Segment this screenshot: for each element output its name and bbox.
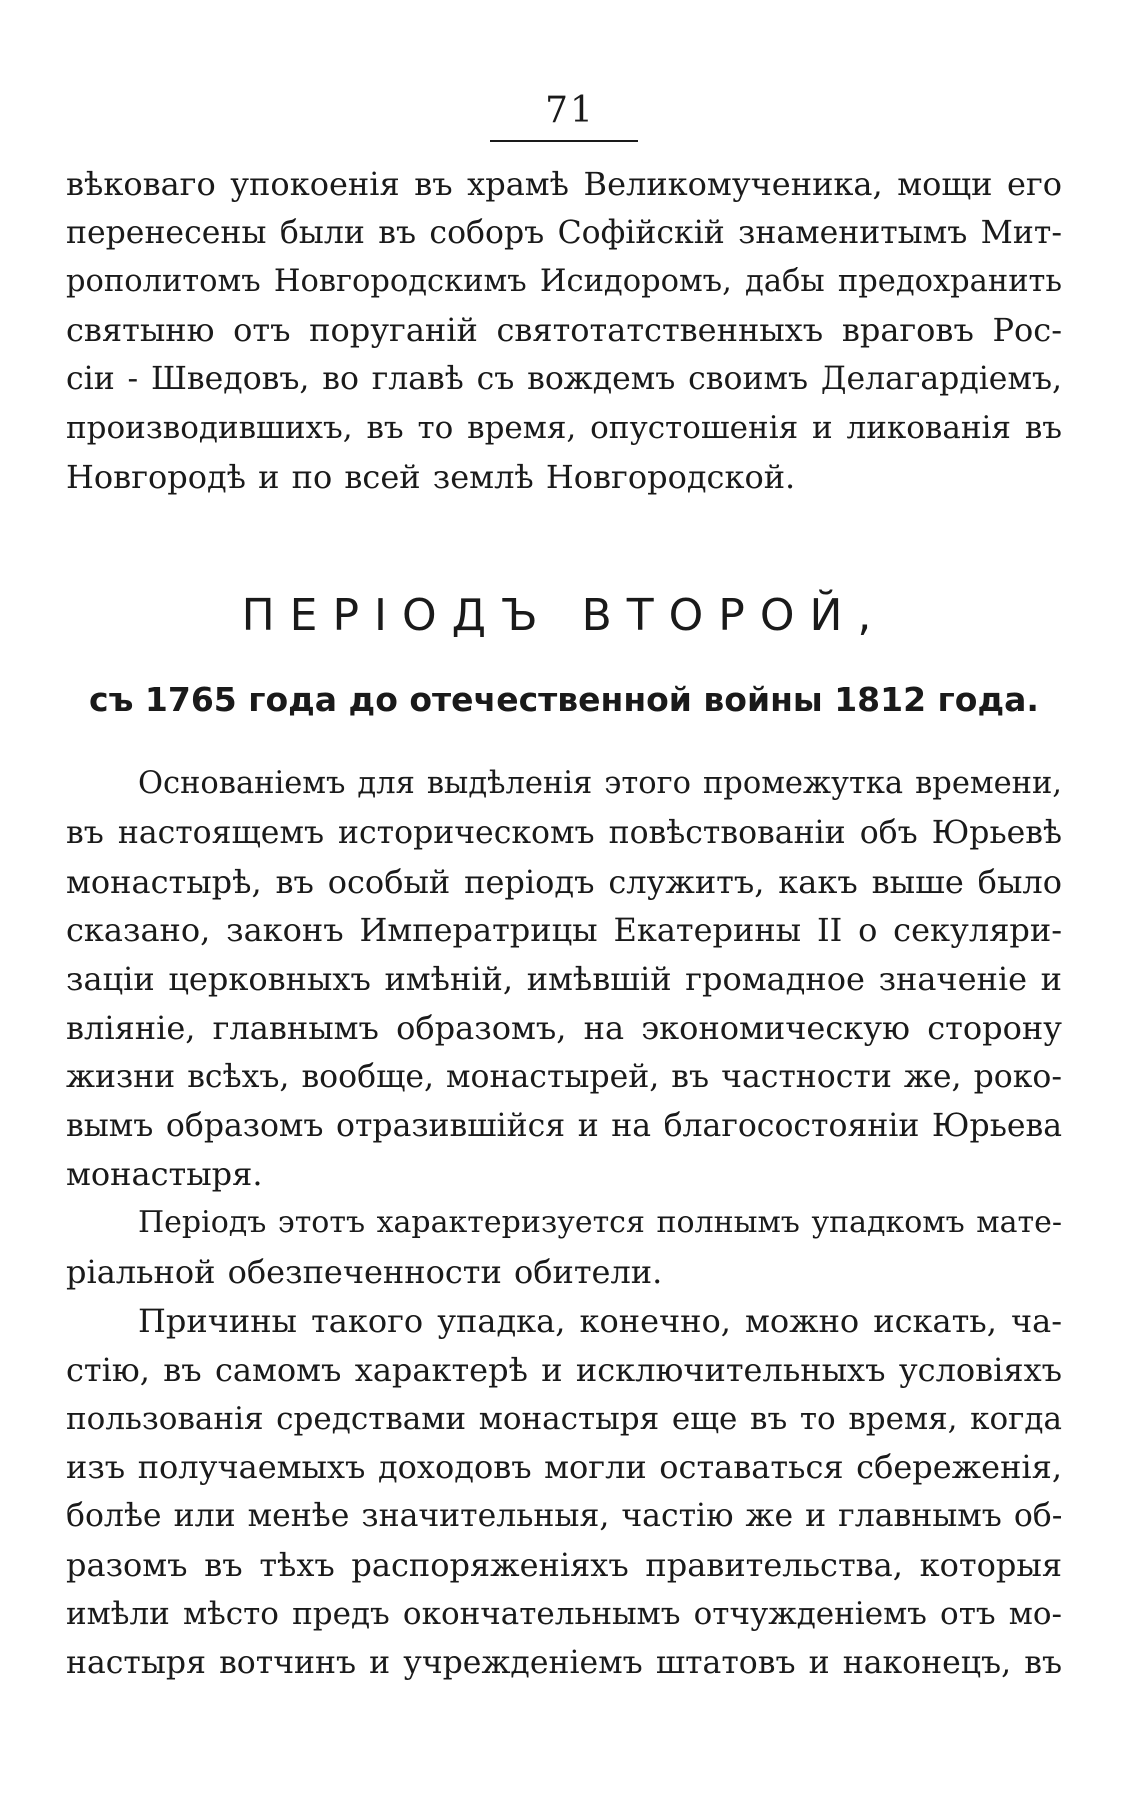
text-line: разомъ въ тѣхъ распоряженіяхъ правительства, которыя bbox=[66, 1545, 1062, 1584]
paragraph-decline bbox=[66, 1199, 1062, 1297]
text-line: рополитомъ Новгородскимъ Исидоромъ, дабы предохранить bbox=[66, 263, 1062, 299]
text-line: сіи - Шведовъ, во главѣ съ вождемъ своимъ Делагардіемъ, bbox=[66, 361, 1062, 398]
text-line: болѣе или менѣе значительныя, частію же и главнымъ об- bbox=[66, 1498, 1063, 1535]
text-line: перенесены были въ соборъ Софійскій знаменитымъ Мит- bbox=[66, 214, 1062, 251]
text-line: монастыря. bbox=[66, 1155, 263, 1194]
text-line: изъ получаемыхъ доходовъ могли оставаться сбереженія, bbox=[66, 1448, 1062, 1487]
text-line: вліяніе, главнымъ образомъ, на экономическую сторону bbox=[66, 1008, 1062, 1047]
text-line: вымъ образомъ отразившійся и на благосостояніи Юрьева bbox=[66, 1107, 1062, 1144]
text-line: Причины такого упадка, конечно, можно искать, ча- bbox=[138, 1302, 1062, 1340]
page-number-rule bbox=[490, 140, 638, 142]
text-line: заціи церковныхъ имѣній, имѣвшій громадное значеніе и bbox=[66, 960, 1062, 999]
text-line: настыря вотчинъ и учрежденіемъ штатовъ и наконецъ, въ bbox=[66, 1644, 1062, 1681]
text-line: жизни всѣхъ, вообще, монастырей, въ частности же, роко- bbox=[66, 1058, 1062, 1095]
text-line: святыню отъ поруганій святотатственныхъ враговъ Рос- bbox=[66, 311, 1062, 350]
text-line: производившихъ, въ то время, опустошенія и ликованія въ bbox=[66, 409, 1062, 446]
text-line: ріальной обезпеченности обители. bbox=[66, 1252, 663, 1291]
text-line: монастырѣ, въ особый періодъ служитъ, какъ выше было bbox=[66, 862, 1062, 901]
text-line: вѣковаго упокоенія въ храмѣ Великомученика, мощи его bbox=[66, 165, 1062, 203]
text-line: имѣли мѣсто предъ окончательнымъ отчужденіемъ отъ мо- bbox=[66, 1595, 1062, 1632]
section-title: ПЕРІОДЪ ВТОРОЙ, bbox=[241, 590, 887, 641]
text-line: Новгородѣ и по всей землѣ Новгородской. bbox=[66, 457, 796, 496]
page-number: 71 bbox=[545, 90, 595, 131]
section-subtitle: съ 1765 года до отечественной войны 1812 года. bbox=[89, 680, 1039, 719]
paragraph-basis bbox=[66, 760, 1062, 1199]
opening-paragraph bbox=[66, 160, 1062, 502]
text-line: сказано, законъ Императрицы Екатерины II о секуляри- bbox=[66, 911, 1062, 950]
text-line: Періодъ этотъ характеризуется полнымъ упадкомъ мате- bbox=[138, 1205, 1062, 1240]
text-line: пользованія средствами монастыря еще въ то время, когда bbox=[66, 1400, 1062, 1437]
text-line: въ настоящемъ историческомъ повѣствованіи объ Юрьевѣ bbox=[66, 814, 1062, 851]
paragraph-causes bbox=[66, 1297, 1062, 1687]
text-line: Основаніемъ для выдѣленія этого промежутка времени, bbox=[138, 766, 1062, 801]
text-line: стію, въ самомъ характерѣ и исключительныхъ условіяхъ bbox=[66, 1350, 1062, 1389]
